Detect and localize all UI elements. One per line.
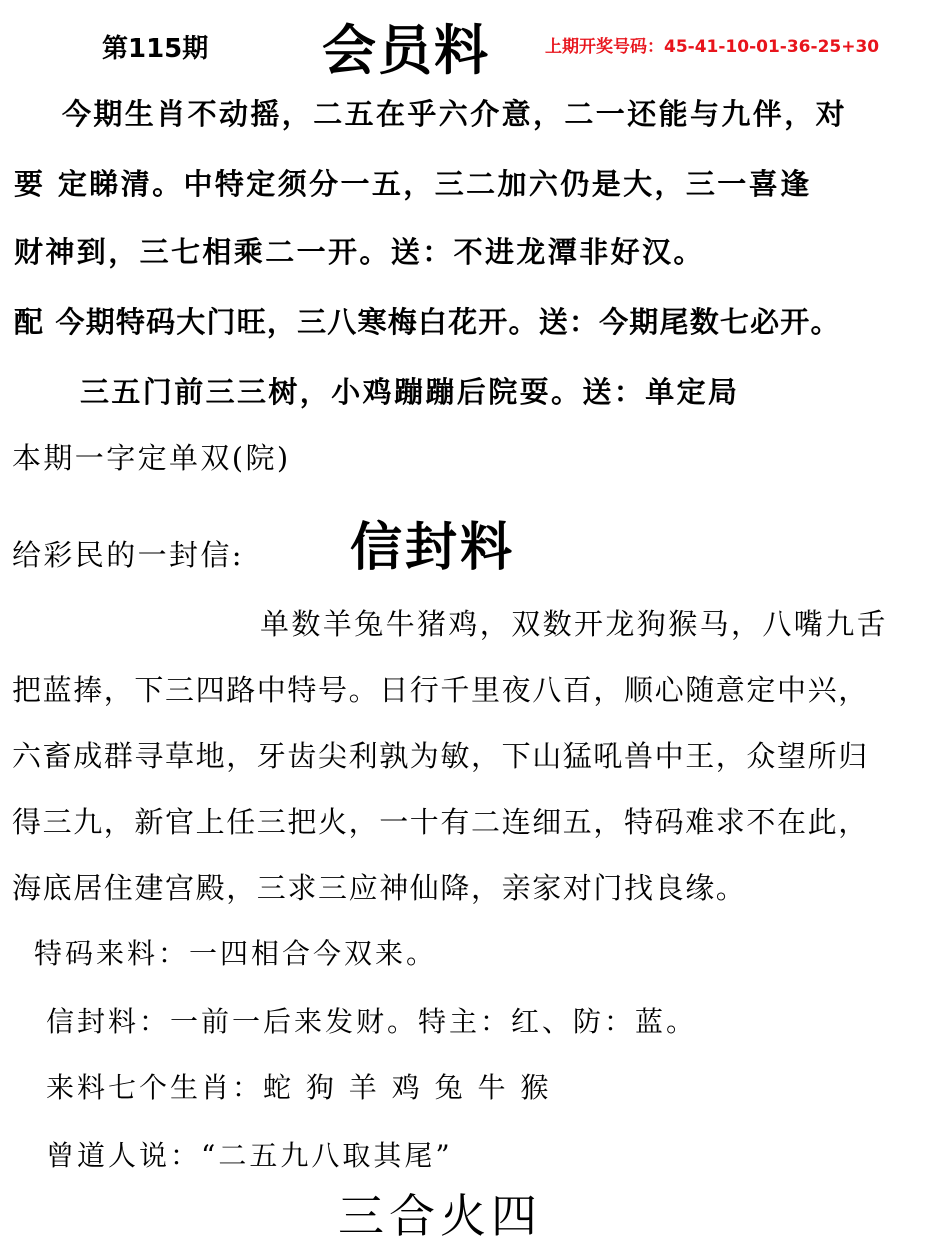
member-line-6: 本期一字定单双(院) — [12, 441, 291, 475]
letter-line-4: 得三九，新官上任三把火，一十有二连细五，特码难求不在此， — [12, 805, 869, 839]
footer-hint: 三合火四 — [338, 1189, 542, 1243]
letter-line-2: 把蓝捧，下三四路中特号。日行千里夜八百，顺心随意定中兴， — [12, 673, 869, 707]
issue-number: 第115期 — [102, 34, 209, 64]
member-line-1: 今期生肖不动摇，二五在乎六介意，二一还能与九伴，对 — [62, 97, 848, 131]
member-line-5: 三五门前三三树，小鸡蹦蹦后院耍。送：单定局 — [80, 375, 740, 409]
member-line-4: 配 今期特码大门旺，三八寒梅白花开。送：今期尾数七必开。 — [14, 305, 841, 339]
letter-intro: 给彩民的一封信: — [12, 538, 244, 572]
taoist-says-line: 曾道人说：“二五九八取其尾” — [46, 1139, 453, 1172]
member-line-2: 要 定睇清。中特定须分一五，三二加六仍是大，三一喜逢 — [14, 167, 812, 201]
letter-title: 信封料 — [350, 517, 516, 578]
last-draw-numbers: 上期开奖号码：45-41-10-01-36-25+30 — [545, 37, 880, 57]
member-line-3: 财神到，三七相乘二一开。送：不进龙潭非好汉。 — [14, 235, 705, 269]
page-title: 会员料 — [322, 18, 490, 82]
letter-line-5: 海底居住建宫殿，三求三应神仙降，亲家对门找良缘。 — [12, 871, 747, 905]
letter-line-3: 六畜成群寻草地，牙齿尖利孰为敏，下山猛吼兽中王，众望所归 — [12, 739, 869, 773]
letter-material-line: 信封料：一前一后来发财。特主：红、防：蓝。 — [46, 1005, 698, 1038]
letter-line-1: 单数羊兔牛猪鸡，双数开龙狗猴马，八嘴九舌 — [260, 607, 889, 641]
special-code-line: 特码来料：一四相合今双来。 — [34, 937, 438, 970]
seven-zodiacs-line: 来料七个生肖：蛇 狗 羊 鸡 兔 牛 猴 — [46, 1071, 552, 1104]
